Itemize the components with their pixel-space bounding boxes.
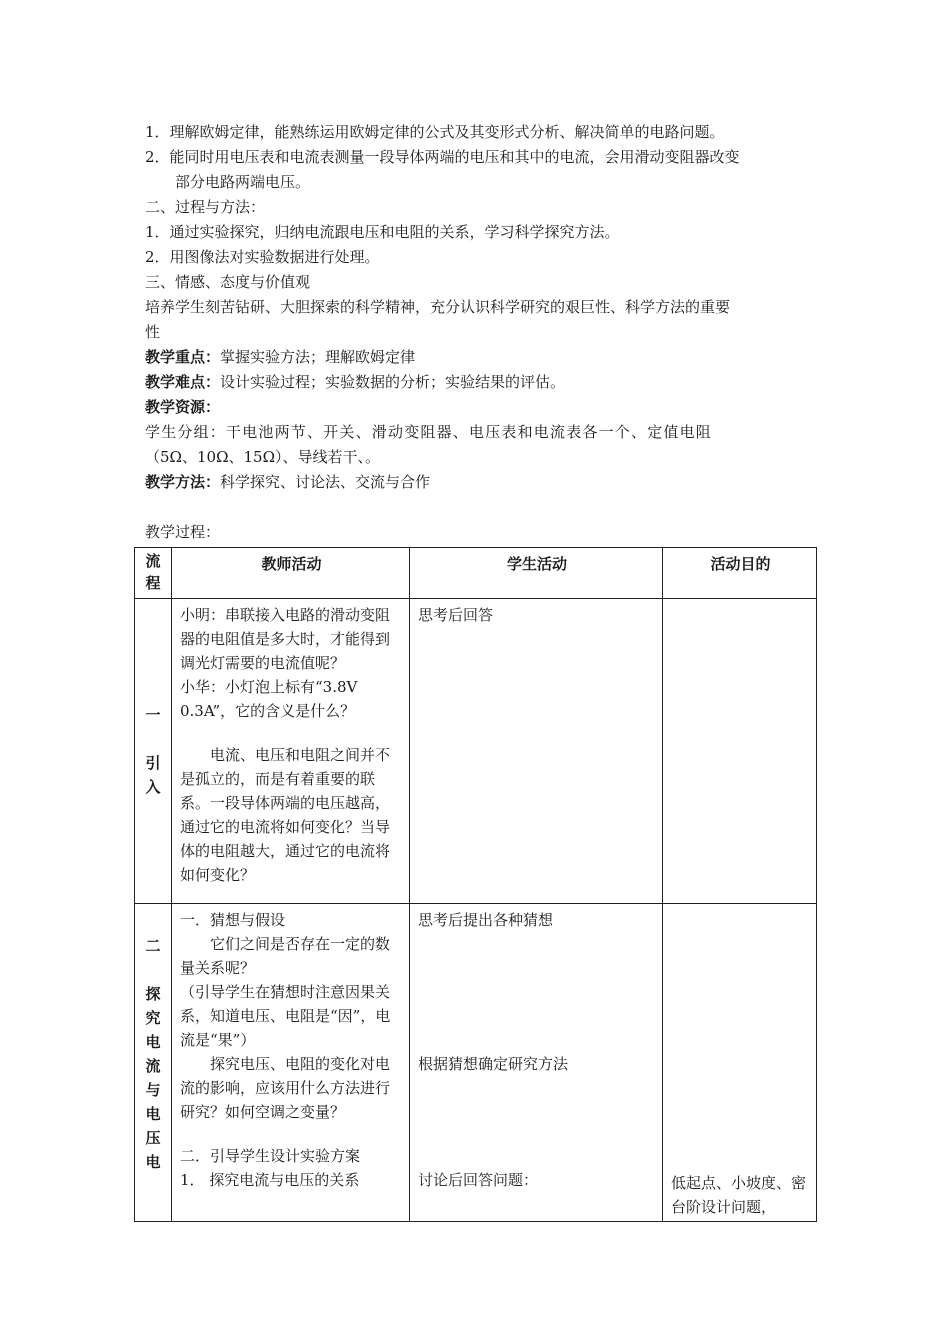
- student-answer-1: 思考后提出各种猜想: [418, 911, 554, 929]
- flow-intro: [135, 599, 172, 904]
- teacher-heading-3: 1． 探究电流与电压的关系: [180, 1171, 360, 1189]
- teacher-paragraph-3: 探究电压、电阻的变化对电流的影响，应该用什么方法进行研究？如何空调之变量？: [180, 1055, 391, 1121]
- purpose-intro: [663, 599, 817, 904]
- flow-explore: [135, 904, 172, 1222]
- process-method-heading: 二、过程与方法：: [145, 198, 266, 216]
- flow-char: 压: [145, 1129, 161, 1147]
- key-points: [145, 345, 817, 370]
- flow-char: 流: [145, 1057, 161, 1075]
- resources-label: 教学资源：: [145, 398, 221, 416]
- header-student: 学生活动: [410, 548, 663, 599]
- teacher-heading-2: 二．引导学生设计实验方案: [180, 1147, 361, 1165]
- header-flow: [135, 548, 172, 599]
- difficulties-label: 教学难点：: [145, 373, 221, 391]
- purpose-explore: [663, 904, 817, 1222]
- purpose-text: 低起点、小坡度、密台阶设计问题，: [671, 1174, 807, 1216]
- student-answer-3: 讨论后回答问题：: [418, 1171, 539, 1189]
- flow-char: 电: [145, 1153, 161, 1171]
- objective-item-2: 2．能同时用电压表和电流表测量一段导体两端的电压和其中的电流，会用滑动变阻器改变: [145, 148, 740, 166]
- objective-item-2-cont: 部分电路两端电压。: [175, 173, 311, 191]
- flow-char: 电: [145, 1033, 161, 1051]
- emotion-text-2: 性: [145, 323, 161, 341]
- process-item-2: 2．用图像法对实验数据进行处理。: [145, 248, 380, 266]
- resources-text-1: 学生分组：干电池两节、开关、滑动变阻器、电压表和电流表各一个、定值电阻: [145, 423, 713, 441]
- table-row: [135, 904, 817, 1222]
- flow-char: 探: [145, 985, 161, 1003]
- teaching-process-table: [134, 547, 817, 1222]
- header-teacher: 教师活动: [172, 548, 410, 599]
- emotion-text-1: 培养学生刻苦钻研、大胆探索的科学精神，充分认识科学研究的艰巨性、科学方法的重要: [145, 298, 731, 316]
- table-row: [135, 599, 817, 904]
- table-header-row: [135, 548, 817, 599]
- flow-char: 与: [145, 1081, 161, 1099]
- teacher-paragraph: 电流、电压和电阻之间并不是孤立的，而是有着重要的联系。一段导体两端的电压越高，通过它的电流将如何变化？当导体的电阻越大，通过它的电流将如何变化？: [180, 746, 391, 884]
- student-answer-2: 根据猜想确定研究方法: [418, 1055, 569, 1073]
- difficulties: [145, 370, 817, 395]
- teacher-question-1: 小明：串联接入电路的滑动变阻器的电阻值是多大时，才能得到调光灯需要的电流值呢？: [180, 606, 391, 672]
- resources-text-2: （5Ω、10Ω、15Ω）、导线若干、。: [145, 448, 381, 466]
- key-points-label: 教学重点：: [145, 348, 221, 366]
- teacher-activity-intro: [172, 599, 410, 904]
- document-body: [145, 120, 817, 545]
- flow-char: 一: [145, 706, 161, 724]
- flow-char: 引: [145, 754, 161, 772]
- flow-char: 二: [145, 937, 161, 955]
- key-points-text: 掌握实验方法；理解欧姆定律: [220, 348, 416, 366]
- teacher-heading-1: 一．猜想与假设: [180, 911, 286, 929]
- student-activity-explore: [410, 904, 663, 1222]
- objective-item-1: 1．理解欧姆定律，能熟练运用欧姆定律的公式及其变形式分析、解决简单的电路问题。: [145, 123, 725, 141]
- header-purpose: 活动目的: [663, 548, 817, 599]
- process-title: 教学过程：: [145, 523, 221, 541]
- flow-char: [135, 727, 171, 751]
- flow-char: 电: [145, 1105, 161, 1123]
- teacher-paragraph-2: （引导学生在猜想时注意因果关系，知道电压、电阻是“因”，电流是“果”）: [180, 983, 391, 1049]
- header-flow-text: 流程: [145, 552, 161, 592]
- process-item-1: 1．通过实验探究，归纳电流跟电压和电阻的关系，学习科学探究方法。: [145, 223, 620, 241]
- difficulties-text: 设计实验过程；实验数据的分析；实验结果的评估。: [220, 373, 566, 391]
- teacher-activity-explore: [172, 904, 410, 1222]
- teacher-question-2: 小华：小灯泡上标有“3.8V 0.3A”，它的含义是什么？: [180, 678, 358, 720]
- flow-char: 究: [145, 1009, 161, 1027]
- emotion-heading: 三、情感、态度与价值观: [145, 273, 311, 291]
- methods: [145, 470, 817, 495]
- teacher-paragraph-1: 它们之间是否存在一定的数量关系呢？: [180, 935, 391, 977]
- flow-char: [135, 958, 171, 982]
- methods-label: 教学方法：: [145, 473, 221, 491]
- methods-text: 科学探究、讨论法、交流与合作: [220, 473, 431, 491]
- flow-char: 入: [145, 778, 161, 796]
- student-activity-intro: 思考后回答: [410, 599, 663, 904]
